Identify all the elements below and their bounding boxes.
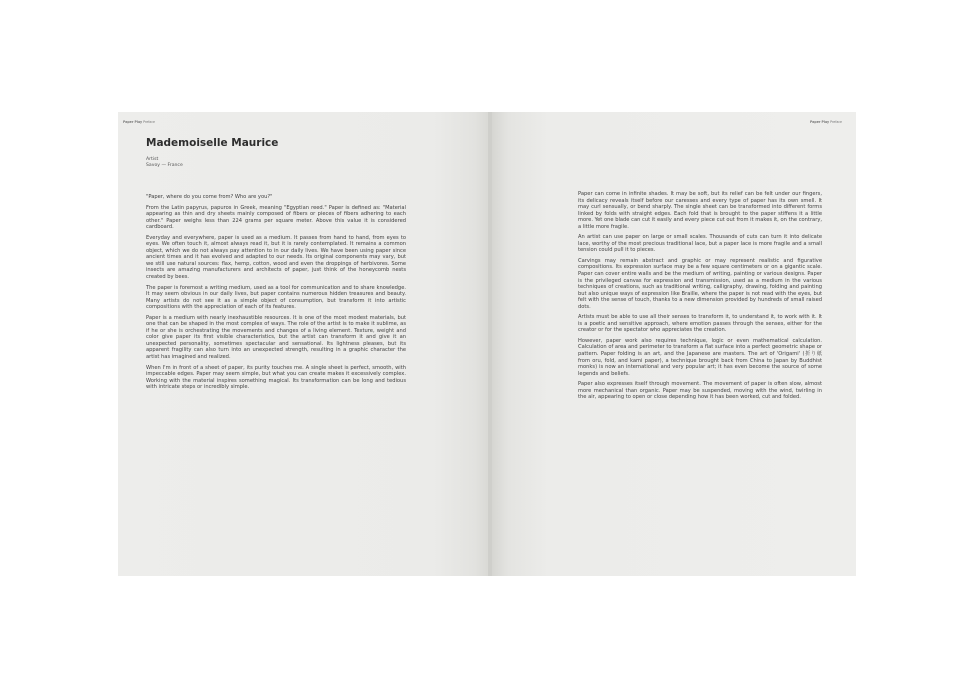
artist-location: Savoy — France bbox=[146, 163, 183, 168]
paragraph: The paper is foremost a writing medium, used as a tool for communication and to share knowledge. It may seem obvious in our daily lives, but paper contains numerous hidden treasures and beauty. Many artists do not see it as a simple object of consumption, but transform it into artistic compositions with the appreciation of each of its features. bbox=[146, 284, 406, 311]
artist-meta bbox=[146, 157, 183, 169]
paragraph: An artist can use paper on large or small scales. Thousands of cuts can turn it into delicate lace, worthy of the most precious traditional lace, but a paper lace is more fragile and a small tension could pull it to pieces. bbox=[578, 234, 822, 254]
running-head-left bbox=[123, 120, 155, 124]
running-head-section: Preface bbox=[830, 120, 842, 124]
book-gutter bbox=[488, 112, 492, 576]
page-title: Mademoiselle Maurice bbox=[146, 137, 279, 149]
artist-label: Artist bbox=[146, 157, 159, 162]
paragraph: Paper also expresses itself through movement. The movement of paper is often slow, almost more mechanical than organic. Paper may be suspended, moving with the wind, twirling in the air, appearing to open or close depending how it has been worked, cut and folded. bbox=[578, 381, 822, 401]
running-head-section: Preface bbox=[143, 120, 155, 124]
paragraph: Paper is a medium with nearly inexhaustible resources. It is one of the most modest materials, but one that can be shaped in the most complex of ways. The role of the artist is to make it sublime, as if he or she is orchestrating the movements and changes of a living element. Texture, weight and color give paper its first visible characteristics, but the artist can transform it and give it an unexpected personality, sometimes spectacular and sensational. Its lightness pleases, but its apparent fragility can also turn into an unexpected strength, resulting in a graphic character the artist has imagined and realized. bbox=[146, 314, 406, 361]
paragraph: Carvings may remain abstract and graphic or may represent realistic and figurative compositions. Its expression surface may be a few square centimeters or on a gigantic scale. Paper can cover entire walls and be the medium of writing, painting or various designs. Paper is the privileged canvas for expression and transmission, used as a medium in the various techniques of creations, such as traditional writing, calligraphy, drawing, folding and painting but also unique ways of expression like Braille, where the paper is not read with the eyes, but felt with the sense of touch, thanks to a new dimension provided by hundreds of small raised dots. bbox=[578, 257, 822, 310]
left-text-column bbox=[146, 194, 406, 395]
running-head-bold: Paper Play bbox=[810, 120, 830, 124]
running-head-right bbox=[810, 120, 842, 124]
paragraph: Paper can come in infinite shades. It may be soft, but its relief can be felt under our fingers, its delicacy reveals itself before our caresses and every type of paper has its own smell. It may curl sensually, or bend sharply. The single sheet can be transformed into different forms linked by folds with straight edges. Each fold that is brought to the paper stiffens it a little more. Yet one blade can cut it easily and every piece cut out from it makes it, on the contrary, a little more fragile. bbox=[578, 191, 822, 230]
paragraph: From the Latin papyrus, papuros in Greek, meaning "Egyptian reed." Paper is defined as: "Material appearing as thin and dry sheets mainly composed of fibers or pieces of fibers adhering to each other." Paper weighs less than 224 grams per square meter. Above this value it is considered cardboard. bbox=[146, 204, 406, 231]
paragraph: When I'm in front of a sheet of paper, its purity touches me. A single sheet is perfect, smooth, with impeccable edges. Paper may seem simple, but what you can create makes it excessively complex. Working with the material inspires something magical. Its transformation can be long and tedious with intricate steps or incredibly simple. bbox=[146, 364, 406, 391]
left-page bbox=[118, 112, 490, 576]
paragraph: However, paper work also requires technique, logic or even mathematical calculation. Calculation of area and perimeter to transform a flat surface into a perfect geometric shape or pattern. Paper folding is an art, and the Japanese are masters. The art of 'Origami' (折り紙 from oru, fold, and kami paper), a technique brought back from China to Japan by Buddhist monks) is now an international and very popular art; it has even become the source of some legends and beliefs. bbox=[578, 337, 822, 377]
paragraph: Everyday and everywhere, paper is used as a medium. It passes from hand to hand, from eyes to eyes. We often touch it, almost always read it, but it is rarely contemplated. It remains a common object, which we do not always pay attention to in our daily lives. We have been using paper since ancient times and it has evolved and adapted to our needs. Its original components may vary, but we still use natural sources: flax, hemp, cotton, wood and even the droppings of herbivores. Some insects are amazing manufacturers and architects of paper, just think of the honeycomb nests created by bees. bbox=[146, 234, 406, 281]
right-text-column bbox=[578, 191, 822, 405]
paragraph: Artists must be able to use all their senses to transform it, to understand it, to work with it. It is a poetic and sensitive approach, where emotion passes through the senses, either for the creator or for the spectator who appreciates the creation. bbox=[578, 314, 822, 334]
right-page bbox=[490, 112, 856, 576]
paragraph: "Paper, where do you come from? Who are you?" bbox=[146, 194, 273, 200]
running-head-bold: Paper Play bbox=[123, 120, 143, 124]
book-spread bbox=[118, 112, 856, 576]
